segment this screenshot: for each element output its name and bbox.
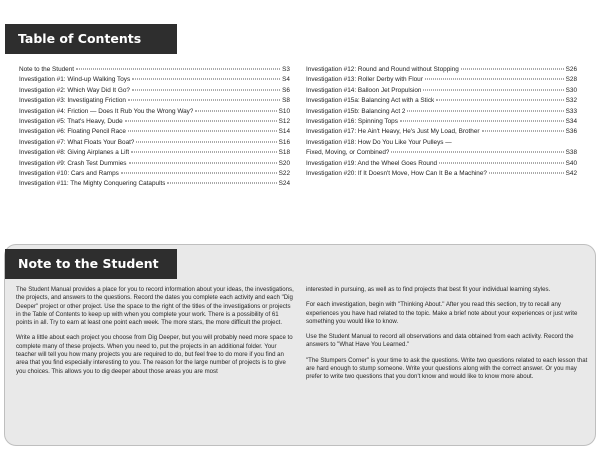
toc-entry-title: Investigation #19: And the Wheel Goes Round [306,159,438,167]
toc-entry-title: Investigation #12: Round and Round without Stopping [306,66,459,73]
toc-entry [306,66,577,76]
toc-entry-page: S24 [278,180,290,188]
note-paragraph: The Student Manual provides a place for you to record information about your ideas, the investigations, the projects, and answers to the questions. Record the dates you complete each activity and each "Dig Deeper" project or other project. Use the space to the right of the titles of the investigations or projects in the Table of Contents to keep up with when you complete your work. There is a possibility of 61 points in all. Try to earn at least one point each week. The more stars, the more difficult the project. [16,286,294,327]
toc-entry [19,87,290,97]
toc-entry-title: Investigation #4: Friction — Does It Rub You the Wrong Way? [19,107,194,115]
toc-entry-title: Investigation #20: If It Doesn't Move, How Can It Be a Machine? [306,169,487,177]
toc-entry [19,180,290,190]
toc-entry-title: Investigation #15b: Balancing Act 2 [306,107,406,115]
toc-entry [306,149,577,159]
note-paragraph: Use the Student Manual to record all observations and data obtained from each activity. Record the answers to "What Have You Learned." [306,333,574,349]
toc-entry-page: S28 [565,76,577,84]
toc-entry-page: S40 [565,159,577,167]
toc-entry [19,128,290,138]
toc-entry [306,160,577,170]
toc-dot-leader [125,120,277,121]
toc-entry-page: S10 [278,107,290,115]
note-right-column [306,286,588,389]
toc-entry-title: Investigation #8: Giving Airplanes a Lift [19,149,130,157]
toc-entry-title: Investigation #1: Wind-up Walking Toys [19,76,131,84]
note-paragraph: interested in pursuing, as well as to find projects that best fit your individual learning styles. [306,286,551,293]
toc-entry [306,97,577,107]
toc-entry [19,170,290,180]
toc-entry-title: Investigation #18: How Do You Like Your Pulleys — [306,138,452,146]
toc-entry-page: S26 [565,66,577,73]
toc-entry-page: S3 [282,66,290,73]
note-paragraph: Write a little about each project you choose from Dig Deeper, but you will probably need more space to complete many of these projects. When you need to, put the projects in an additional folder. Your teacher will tell you how many projects you are required to do, but feel free to do more if you find an area that you find especially interesting to you. The reason for the large number of projects is to give you choices. This allows you to dig deeper about those areas you are most [16,334,293,375]
toc-dot-leader [167,183,276,184]
toc-entry-page: S18 [278,149,290,157]
toc-entry-title: Investigation #15a: Balancing Act with a Stick [306,97,435,105]
toc-entry-title: Investigation #9: Crash Test Dummies [19,159,127,167]
toc-dot-leader [425,79,564,80]
toc-dot-leader [132,89,280,90]
toc-entry [306,128,577,138]
toc-dot-leader [121,172,277,173]
toc-entry [19,76,290,86]
toc-entry-page: S16 [278,138,290,146]
toc-entry [306,170,577,180]
toc-entry [19,139,290,149]
toc-entry-title: Fixed, Moving, or Combined? [306,149,390,157]
toc-entry-title: Investigation #5: That's Heavy, Dude [19,117,123,125]
toc-entry-page: S42 [565,169,577,177]
toc-heading: Table of Contents [5,24,177,54]
toc-left-column [19,66,290,191]
note-paragraph: "The Stumpers Corner" is your time to ask the questions. Write two questions related to each lesson that are hard enough to stump someone. Write your questions along with the correct answer. Or you may prefer to write two questions that you don't know and would like to know more about. [306,356,588,381]
note-left-column [16,286,296,383]
toc-entry [19,149,290,159]
toc-entry-page: S8 [282,97,290,105]
toc-entry [19,160,290,170]
toc-entry-page: S33 [565,107,577,115]
toc-entry-title: Investigation #6: Floating Pencil Race [19,128,126,136]
toc-entry-title: Investigation #14: Balloon Jet Propulsion [306,86,422,94]
toc-entry [306,139,577,149]
toc-entry-title: Investigation #17: He Ain't Heavy, He's Just My Load, Brother [306,128,480,136]
toc-dot-leader [391,152,563,153]
toc-entry [19,66,290,76]
toc-dot-leader [400,120,564,121]
toc-entry [19,118,290,128]
toc-dot-leader [407,110,563,111]
toc-dot-leader [195,110,276,111]
toc-dot-leader [128,100,280,101]
toc-entry [306,76,577,86]
toc-entry-page: S14 [278,128,290,136]
toc-entry-title: Note to the Student [19,66,75,73]
toc-entry [19,108,290,118]
toc-entry-title: Investigation #7: What Floats Your Boat? [19,138,135,146]
toc-entry-page: S22 [278,169,290,177]
toc-entry-title: Investigation #11: The Mighty Conquering Catapults [19,180,166,188]
toc-entry-page: S36 [565,128,577,136]
toc-entry-title: Investigation #10: Cars and Ramps [19,169,119,177]
toc-entry-title: Investigation #13: Roller Derby with Flour [306,76,423,84]
toc-entry-page: S34 [565,117,577,125]
toc-dot-leader [132,79,280,80]
toc-dot-leader [423,89,563,90]
toc-dot-leader [76,69,280,70]
toc-dot-leader [482,131,564,132]
toc-entry-page: S32 [565,97,577,105]
toc-entry-title: Investigation #3: Investigating Friction [19,97,126,105]
toc-entry-title: Investigation #16: Spinning Tops [306,117,398,125]
toc-dot-leader [489,172,564,173]
toc-dot-leader [136,141,276,142]
toc-entry-page: S6 [282,86,290,94]
toc-dot-leader [131,152,276,153]
toc-dot-leader [461,69,564,70]
toc-dot-leader [439,162,564,163]
toc-entry [306,118,577,128]
toc-entry-page: S20 [278,159,290,167]
toc-entry-page: S30 [565,86,577,94]
toc-entry [306,87,577,97]
toc-entry [306,108,577,118]
toc-entry-title: Investigation #2: Which Way Did It Go? [19,86,130,94]
toc-entry-page: S4 [282,76,290,84]
toc-dot-leader [436,100,563,101]
note-paragraph: For each investigation, begin with "Thinking About." After you read this section, try to recall any experiences you have had related to the topic. Make a brief note about your experiences or just write something you would like to know. [306,301,578,325]
toc-entry-page: S38 [565,149,577,157]
toc-entry-page: S12 [278,117,290,125]
toc-right-column [306,66,577,180]
note-heading: Note to the Student [5,249,177,279]
toc-entry [19,97,290,107]
toc-dot-leader [128,131,277,132]
toc-dot-leader [129,162,277,163]
